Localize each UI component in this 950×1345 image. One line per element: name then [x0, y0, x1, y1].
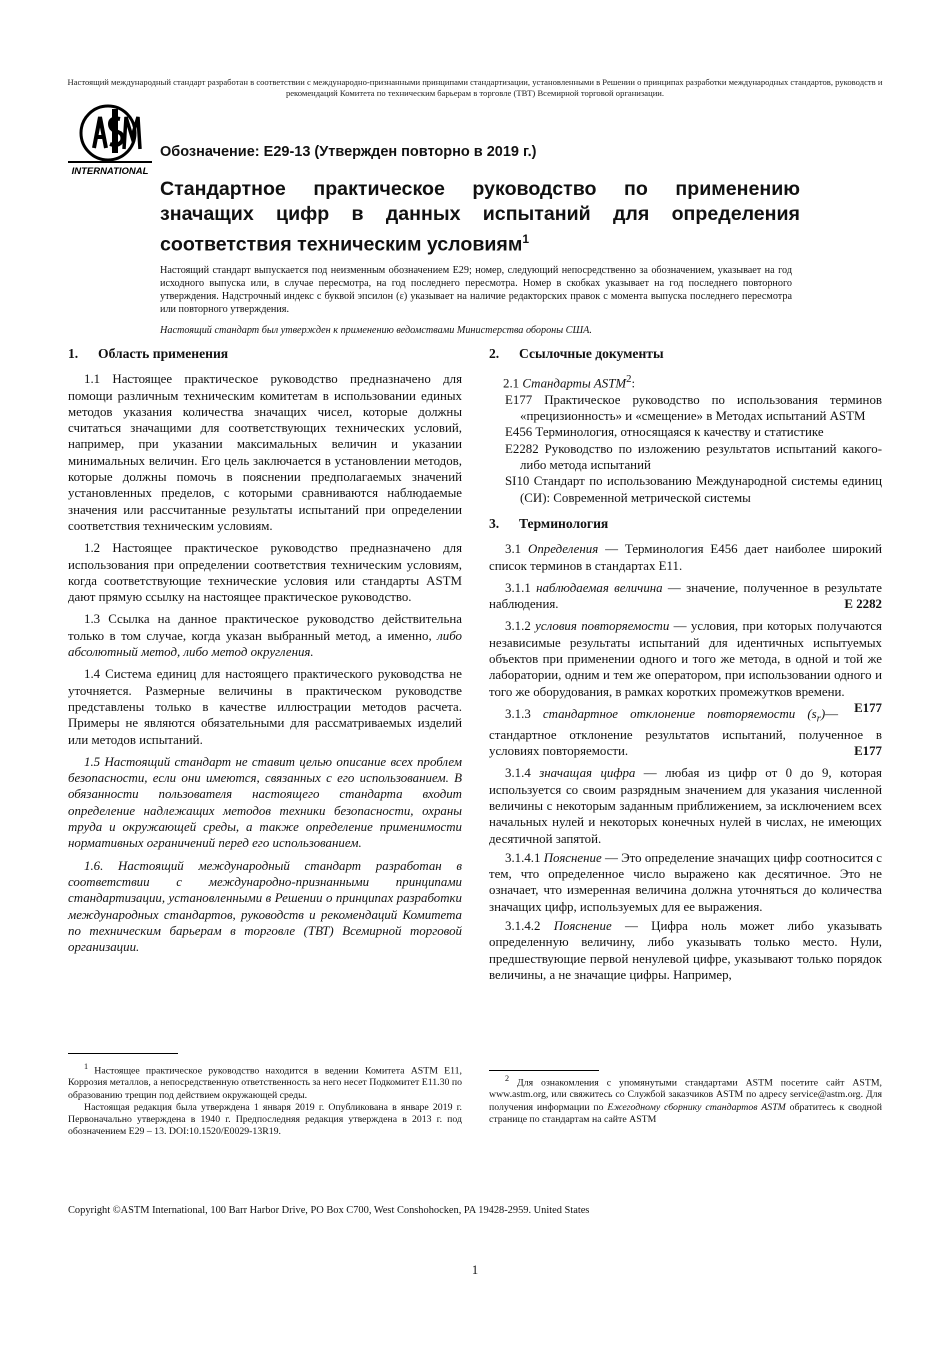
- paragraph-3-1-4: 3.1.4 значащая цифра — любая из цифр от 0 до 9, которая используется со своим разрядным значением для указания численной величины с некоторым заданным приближением, за исключением всех начальных нулей и некоторых конечных нулей в числах, не имеющих десятичной запятой.: [489, 766, 882, 846]
- right-column: [489, 346, 882, 983]
- paragraph-1-2: 1.2 Настоящее практическое руководство предназначено для использования при определении соответствия техническим условиям, когда соответствующие технические условия или стандарты ASTM дают прямую ссылку на настоящее практическое руководство.: [68, 541, 462, 605]
- footnote-1-text-2: Настоящая редакция была утверждена 1 января 2019 г. Опубликована в январе 2019 г. Первоначально утверждена в 1940 г. Предпоследняя редакция утверждена в 2013 г. под обозначением E29 – 13. DOI:10.1520/E0029-13R19.: [68, 1101, 462, 1138]
- approval-note: Настоящий стандарт был утвержден к применению ведомствами Министерства обороны США.: [160, 325, 592, 336]
- paragraph-3-1-2: 3.1.2 условия повторяемости — условия, при которых получаются независимые результаты испытаний для идентичных испытуемых объектов при применении одного и того же метода, в одной и той же лаборатории, одним и тем же оператором, при использовании одного и того же оборудования, в рамках коротких промежутков времени. E177: [489, 619, 882, 715]
- astm-international-logo: [66, 103, 154, 177]
- paragraph-1-3: 1.3 Ссылка на данное практическое руководство действительна только в том случае, когда указан выбранный метод, а именно, либо абсолютный метод, либо метод округления.: [68, 612, 462, 660]
- logo-text: INTERNATIONAL: [71, 166, 149, 177]
- paragraph-3-1: 3.1 Определения — Терминология E456 дает наиболее широкий список терминов в стандартах E11.: [489, 542, 882, 573]
- footnote-1: [68, 1061, 462, 1138]
- reference-list: [489, 392, 882, 506]
- reference-item: E456 Терминология, относящаяся к качеству и статистике: [505, 425, 824, 440]
- designation: Обозначение: E29-13 (Утвержден повторно в 2019 г.): [160, 144, 537, 160]
- footnote-2: [489, 1073, 882, 1126]
- header-note: Настоящий международный стандарт разработан в соответствии с международно-признанными принципами стандартизации, установленными в Решении о принципах разработки международных стандартов, руководств и рекомендаций Комитета по техническим барьерам в торговле (ТВТ) Всемирной торговой организации.: [67, 77, 883, 98]
- footnote-2-text: $^2$ Для ознакомления с упомянутыми стандартами ASTM посетите сайт ASTM, www.astm.org, или свяжитесь со Службой заказчиков ASTM по адресу service@astm.org. Для получения информации по Ежегодному сборнику стандартов ASTM обратитесь к сводной странице по стандартам на сайте ASTM: [489, 1074, 883, 1125]
- section-1-heading: 1. Область применения: [68, 346, 229, 361]
- footnote-divider-left: [68, 1053, 178, 1054]
- reference-item: E2282 Руководство по изложению результатов испытаний какого-либо метода испытаний: [505, 441, 882, 473]
- reference-item: E177 Практическое руководство по использования терминов «прецизионность» и «смещение» в Методах испытаний ASTM: [505, 392, 882, 424]
- title-text: Стандартное практическое руководство по применению значащих цифр в данных испытаний для определения соответствия техническим условиям: [160, 178, 800, 256]
- paragraph-1-5: 1.5 Настоящий стандарт не ставит целью описание всех проблем безопасности, если они имеются, связанных с его использованием. В обязанности пользователя настоящего стандарта входит определение надлежащих методов техники безопасности, охраны труда и окружающей среды, а также определение применимости нормативных ограничений перед его использованием.: [68, 754, 462, 851]
- paragraph-1-6: 1.6. Настоящий международный стандарт разработан в соответствии с международно-признанными принципами стандартизации, установленными в Решении о принципах разработки международных стандартов, руководств и рекомендаций Комитета по техническим барьерам в торговле (ТВТ) Всемирной торговой организации.: [68, 858, 462, 955]
- reference-item: SI10 Стандарт по использованию Международной системы единиц (СИ): Современной метрической системы: [505, 474, 882, 505]
- astm-logo-graphic: [66, 103, 154, 177]
- issue-note: Настоящий стандарт выпускается под неизменным обозначением E29; номер, следующий непосредственно за обозначением, указывает на год исходного выпуска или, в случае пересмотра, на год последнего пересмотра. Номер в скобках указывает на год последнего повторного утверждения. Надстрочный индекс с буквой эпсилон (ε) указывает на наличие редакторских правок с момента выпуска последнего пересмотра или повторного утверждения.: [160, 265, 792, 316]
- document-title: [160, 177, 800, 258]
- paragraph-1-1: 1.1 Настоящее практическое руководство предназначено для помощи различным техническим комитетам в использовании единых методов указания количества значащих чисел, которые должны считаться значащими для соответствующих технических условий, например, при указании максимальных величин и указании минимальных величин. Его цель заключается в установлении методов, которые должны помочь в пояснении предполагаемых значений установленных пределов, с которыми сравниваются наблюдаемые значения или рассчитанные результаты испытаний при определении соответствия техническим условиям.: [68, 372, 462, 533]
- left-column: [68, 346, 462, 955]
- paragraph-3-1-3: 3.1.3 стандартное отклонение повторяемости $(s_r)—$ стандартное отклонение результатов испытаний, полученное в условиях повторяемости. E177: [489, 706, 882, 759]
- paragraph-1-4: 1.4 Система единиц для настоящего практического руководства не уточняется. Размерные величины в практическом руководстве представлены только в качестве иллюстрации методов расчета. Примеры не являются обязательными для рассматриваемых изделий или методов испытаний.: [68, 667, 462, 747]
- footnote-1-text: $^1$ Настоящее практическое руководство находится в ведении Комитета ASTM E11, Коррозия металлов, а непосредственную ответственность за него несет Подкомитет E11.30 по образованию трещин под действием окружающей среды.: [68, 1062, 462, 1101]
- copyright-notice: Copyright ©ASTM International, 100 Barr Harbor Drive, PO Box C700, West Conshohocken, PA 19428-2959. United States: [68, 1205, 590, 1216]
- title-footnote-mark: 1: [522, 232, 530, 246]
- section-3-heading: 3. Терминология: [489, 515, 609, 531]
- section-2-heading: 2. Ссылочные документы: [489, 346, 664, 361]
- paragraph-3-1-4-2: 3.1.4.2 Пояснение — Цифра ноль может либо указывать определенную величину, либо указывать только место. Нули, предшествующие первой ненулевой цифре, указывают только порядок величины, а не значащие цифры. Например,: [489, 919, 883, 982]
- paragraph-3-1-4-1: 3.1.4.1 Пояснение — Это определение значащих цифр соотносится с тем, что определенное число выражено как десятичное. Это не означает, что измеренная величина должна уточняться до количества значащих цифр, используемых для ее выражения.: [489, 850, 883, 914]
- footnote-divider-right: [489, 1070, 599, 1071]
- paragraph-3-1-1: 3.1.1 наблюдаемая величина — значение, полученное в результате наблюдения. E 2282: [489, 580, 882, 612]
- page-number: 1: [471, 1263, 479, 1277]
- paragraph-2-1: 2.1 Стандарты ASTM$^2$:: [503, 373, 636, 391]
